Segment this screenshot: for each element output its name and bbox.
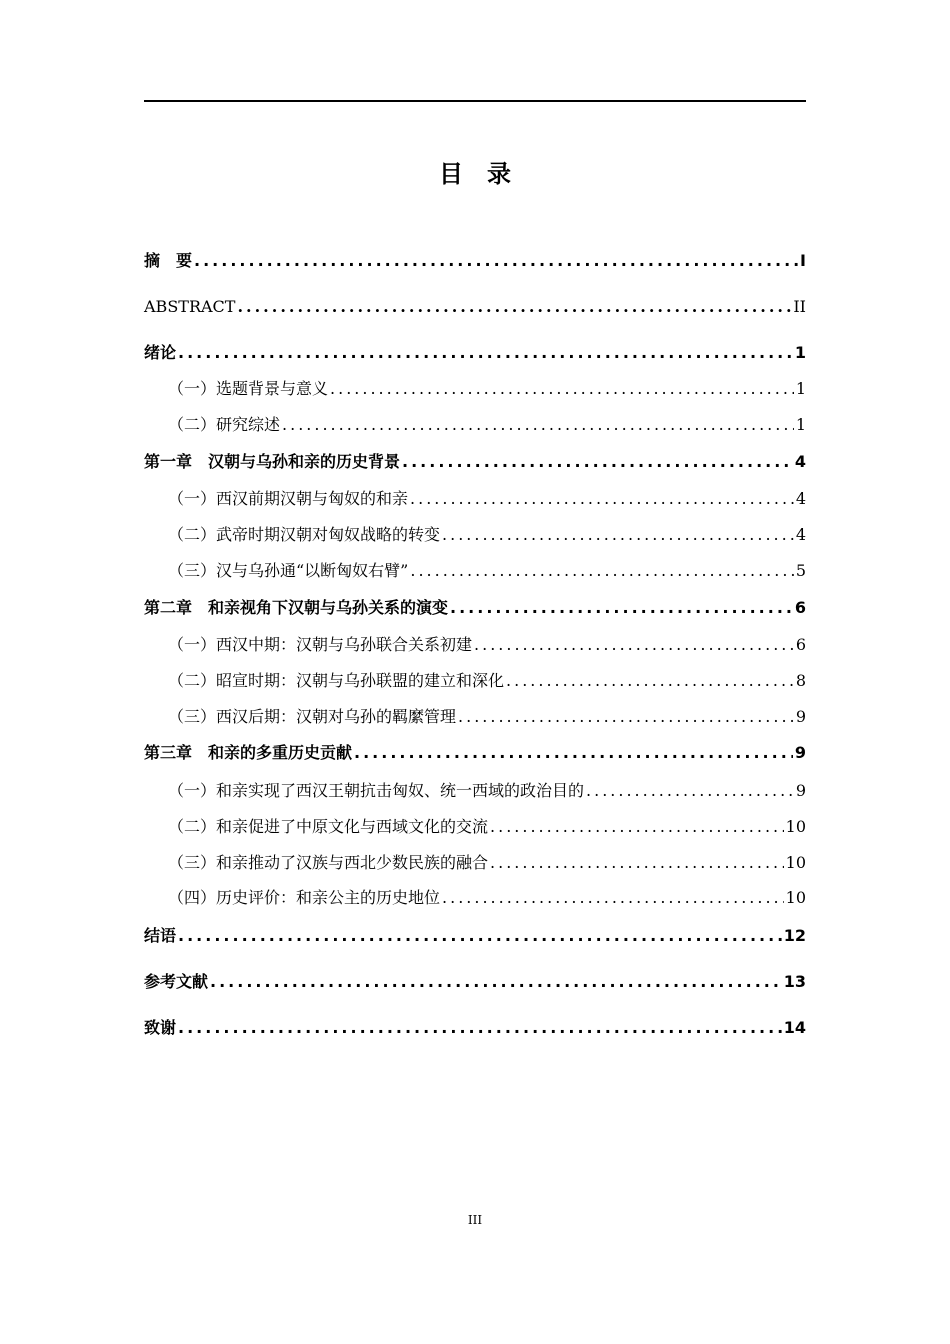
toc-leader-dots [450,596,793,620]
toc-entry-section[interactable] [144,851,806,875]
toc-entry-page: 1 [795,415,806,434]
toc-leader-dots [442,523,794,547]
toc-entry-label: 致谢 [144,1018,177,1037]
toc-entry-page: 12 [783,926,806,945]
toc-leader-dots [442,886,784,910]
toc-leader-dots [410,487,794,511]
toc-entry-page: 14 [783,1018,806,1037]
toc-entry-page: II [793,297,806,316]
toc-entry-section[interactable] [144,413,806,437]
toc-entry-label: （一）西汉前期汉朝与匈奴的和亲 [168,489,409,508]
toc-entry-label: （一）西汉中期：汉朝与乌孙联合关系初建 [168,635,473,654]
toc-entry-page: 4 [795,489,806,508]
toc-entry-section[interactable] [144,815,806,839]
toc-entry-section[interactable] [144,487,806,511]
toc-entry-label: （二）昭宣时期：汉朝与乌孙联盟的建立和深化 [168,671,505,690]
toc-entry-abstract-en[interactable] [144,295,806,319]
toc-leader-dots [490,851,784,875]
toc-title: 目录 [439,160,535,188]
toc-entry-label: 第二章 和亲视角下汉朝与乌孙关系的演变 [144,598,449,617]
toc-leader-dots [237,295,791,319]
toc-entry-page: 6 [795,635,806,654]
toc-entry-label: （一）选题背景与意义 [168,379,329,398]
toc-entry-conclusion[interactable] [144,924,806,948]
toc-entry-page: 1 [794,343,806,362]
table-of-contents [144,0,806,1100]
toc-entry-label: ABSTRACT [144,297,236,316]
toc-entry-section[interactable] [144,559,806,583]
toc-entry-page: 13 [783,972,806,991]
toc-entry-label: 第三章 和亲的多重历史贡献 [144,743,353,762]
toc-leader-dots [210,970,782,994]
toc-leader-dots [506,669,794,693]
toc-entry-label: （三）汉与乌孙通“以断匈奴右臂” [168,561,409,580]
page-number: III [467,1213,483,1227]
toc-entry-references[interactable] [144,970,806,994]
toc-entry-label: （二）和亲促进了中原文化与西域文化的交流 [168,817,489,836]
toc-entry-page: 1 [795,379,806,398]
toc-entry-label: 第一章 汉朝与乌孙和亲的历史背景 [144,452,401,471]
toc-entry-section[interactable] [144,886,806,910]
toc-entry-abstract-cn[interactable] [144,249,806,273]
toc-entry-page: 10 [785,817,806,836]
toc-entry-page: 10 [785,888,806,907]
toc-entry-page: 6 [794,598,806,617]
toc-entry-section[interactable] [144,523,806,547]
toc-entry-page: 4 [794,452,806,471]
toc-entry-page: I [800,251,806,270]
toc-leader-dots [178,341,793,365]
toc-entry-introduction[interactable] [144,341,806,365]
toc-entry-chapter-1[interactable] [144,450,806,474]
toc-entry-label: 结语 [144,926,177,945]
toc-entry-label: 摘 要 [144,251,193,270]
toc-leader-dots [410,559,793,583]
toc-entry-page: 9 [795,707,806,726]
toc-entry-label: （四）历史评价：和亲公主的历史地位 [168,888,441,907]
toc-entry-label: （三）西汉后期：汉朝对乌孙的羁縻管理 [168,707,457,726]
toc-entry-label: （二）研究综述 [168,415,281,434]
toc-entry-chapter-2[interactable] [144,596,806,620]
toc-entry-page: 5 [795,561,806,580]
toc-leader-dots [474,633,794,657]
toc-entry-page: 9 [795,781,806,800]
toc-entry-section[interactable] [144,633,806,657]
toc-entry-section[interactable] [144,779,806,803]
toc-entry-section[interactable] [144,705,806,729]
toc-entry-label: 绪论 [144,343,177,362]
toc-entry-section[interactable] [144,669,806,693]
toc-entry-page: 8 [795,671,806,690]
toc-entry-label: （一）和亲实现了西汉王朝抗击匈奴、统一西域的政治目的 [168,781,585,800]
toc-leader-dots [178,1016,782,1040]
toc-entry-page: 10 [785,853,806,872]
toc-entry-chapter-3[interactable] [144,741,806,765]
toc-entry-label: （三）和亲推动了汉族与西北少数民族的融合 [168,853,489,872]
toc-leader-dots [194,249,798,273]
toc-entry-acknowledgements[interactable] [144,1016,806,1040]
toc-leader-dots [282,413,794,437]
toc-leader-dots [354,741,793,765]
toc-entry-label: 参考文献 [144,972,209,991]
toc-leader-dots [458,705,794,729]
toc-entry-section[interactable] [144,377,806,401]
toc-entry-page: 4 [795,525,806,544]
toc-entry-label: （二）武帝时期汉朝对匈奴战略的转变 [168,525,441,544]
toc-leader-dots [330,377,794,401]
toc-leader-dots [178,924,782,948]
toc-leader-dots [490,815,784,839]
toc-leader-dots [586,779,794,803]
toc-entry-page: 9 [794,743,806,762]
toc-leader-dots [402,450,793,474]
